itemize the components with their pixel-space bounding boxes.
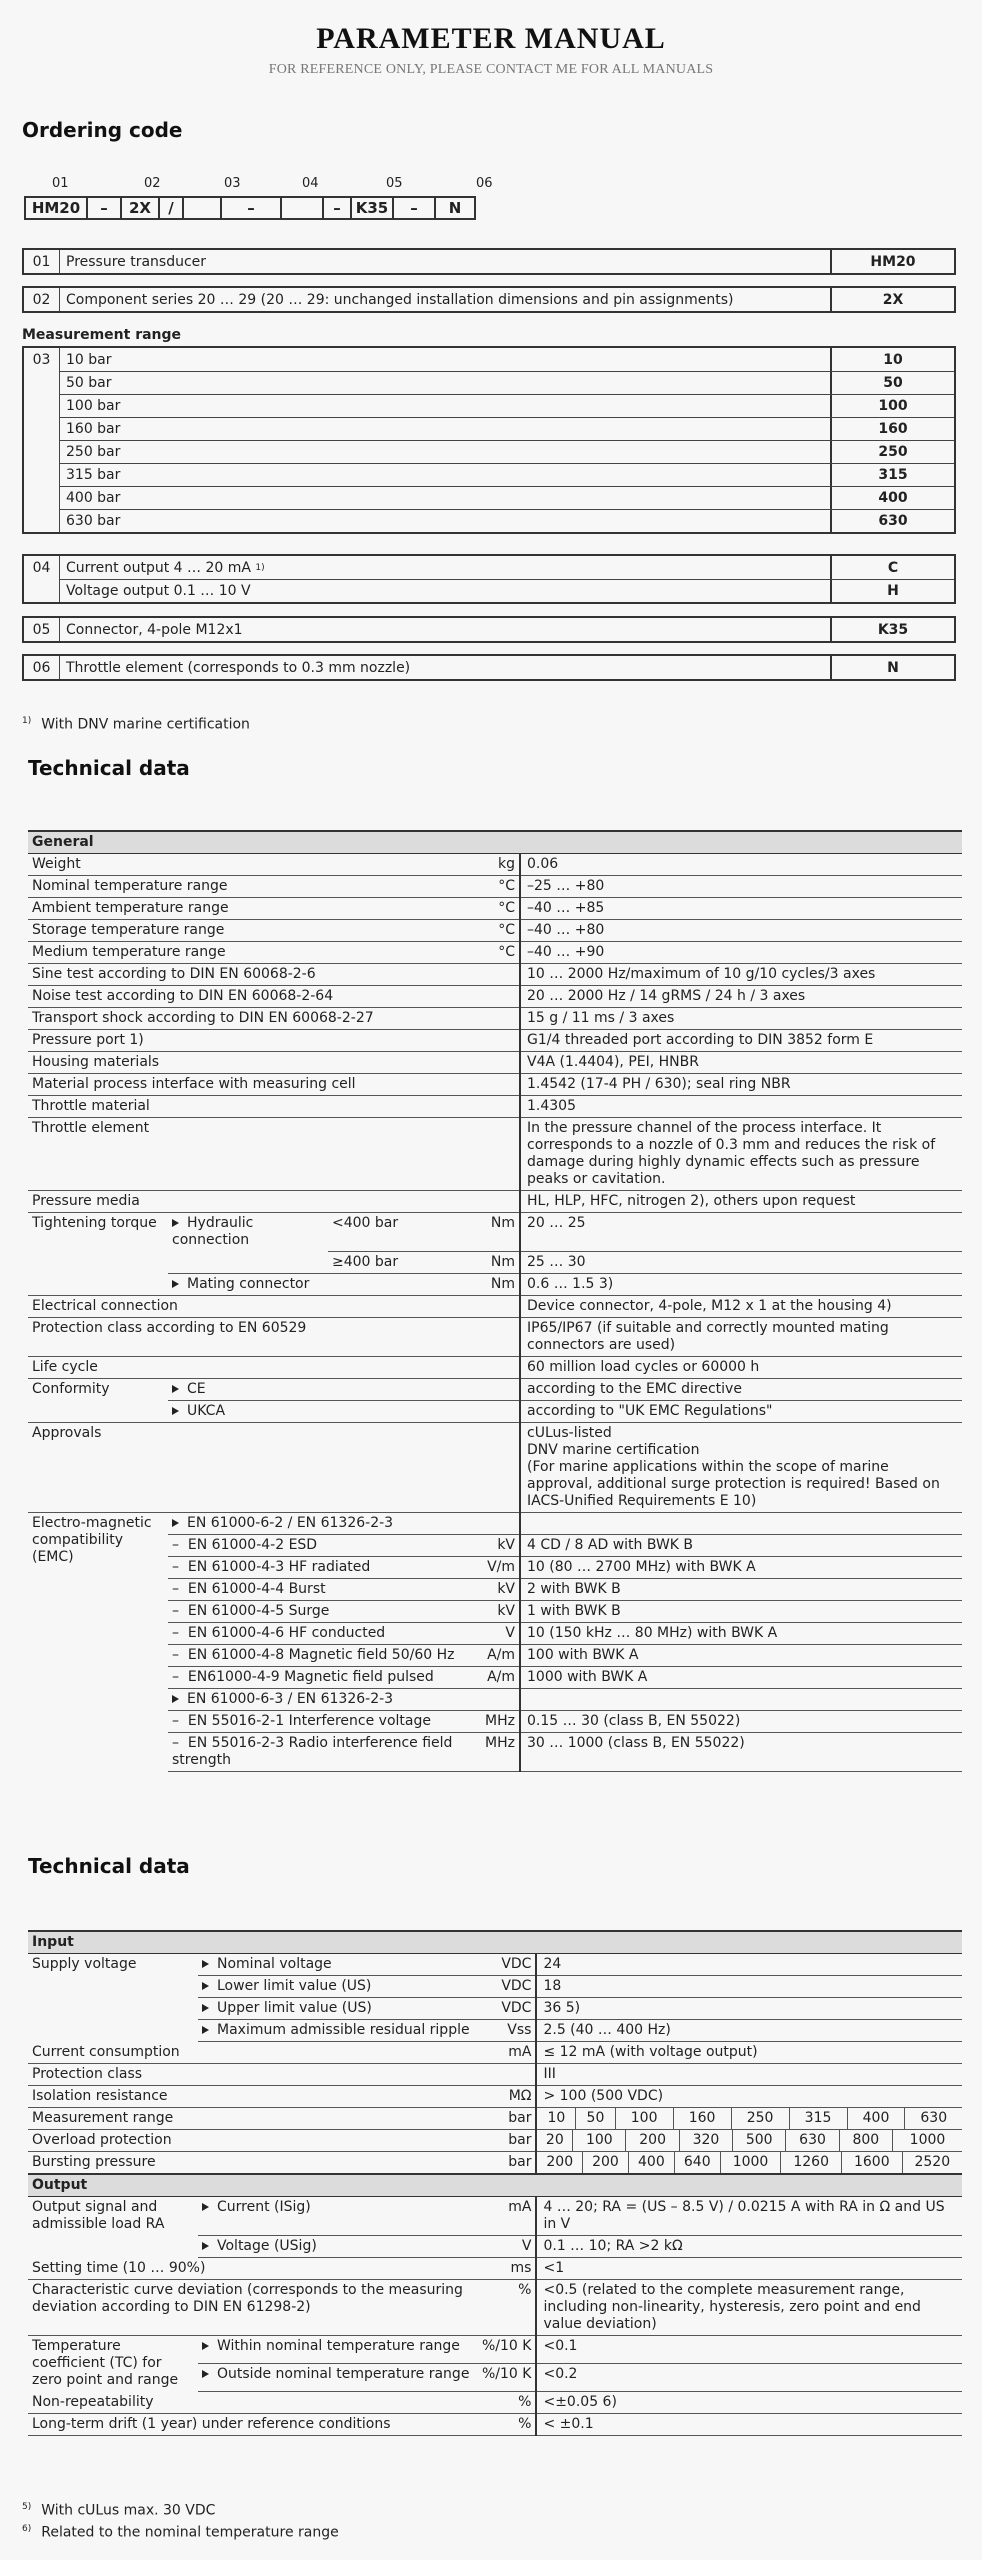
row-desc: 400 bar [66, 490, 121, 506]
row-desc: Voltage output 0.1 … 10 V [66, 583, 251, 599]
ordering-row-02 [22, 286, 956, 313]
position-number: 04 [302, 176, 319, 191]
row-number: 03 [24, 348, 60, 532]
table-row: Throttle material 1.4305 [28, 1096, 962, 1118]
table-row: Transport shock according to DIN EN 60068-2-27 15 g / 11 ms / 3 axes [28, 1008, 962, 1030]
row-desc: 10 bar [66, 351, 112, 368]
table-row: ≥400 bar Nm 25 … 30 [28, 1251, 962, 1273]
table-row: Mating connector Nm 0.6 … 1.5 3) [28, 1273, 962, 1295]
table-row: EN 61000-6-3 / EN 61326-2-3 [28, 1688, 962, 1710]
page-title: PARAMETER MANUAL [316, 22, 666, 55]
row-desc: 100 bar [66, 398, 121, 414]
table-row: Output signal and admissible load RA Current (ISig) mA 4 … 20; RA = (US – 8.5 V) / 0.0215 A with RA in Ω and US in V [28, 2197, 962, 2236]
table-row: Protection class III [28, 2064, 962, 2086]
row-code: 2X [830, 288, 954, 311]
table-row: – EN 61000-4-2 ESD kV 4 CD / 8 AD with BWK B [28, 1534, 962, 1556]
table-row: – EN 55016-2-1 Interference voltage MHz 0.15 … 30 (class B, EN 55022) [28, 1710, 962, 1732]
table-row: Sine test according to DIN EN 60068-2-6 10 … 2000 Hz/maximum of 10 g/10 cycles/3 axes [28, 964, 962, 986]
ordering-row-03 [22, 346, 956, 534]
table-row: Temperature coefficient (TC) for zero point and range Within nominal temperature range %/10 K <0.1 [28, 2336, 962, 2364]
band-output: Output [28, 2174, 962, 2197]
table-row: Isolation resistance MΩ > 100 (500 VDC) [28, 2086, 962, 2108]
row-desc: 630 bar [66, 513, 121, 529]
table-row: Weight kg 0.06 [28, 854, 962, 876]
row-code: 315 [830, 464, 954, 486]
table-row: Bursting pressure bar 200 200 400 640 1000 1260 1600 2520 [28, 2152, 962, 2175]
table-row: Housing materials V4A (1.4404), PEI, HNBR [28, 1052, 962, 1074]
row-number: 06 [24, 656, 60, 679]
ordering-row-04 [22, 554, 956, 604]
row-code: 50 [830, 372, 954, 394]
row-code: HM20 [830, 250, 954, 273]
table-row: Maximum admissible residual ripple Vss 2.5 (40 … 400 Hz) [28, 2020, 962, 2042]
row-code: C [830, 556, 954, 579]
table-row: Material process interface with measuring cell 1.4542 (17-4 PH / 630); seal ring NBR [28, 1074, 962, 1096]
code-cell [182, 196, 220, 220]
position-number: 01 [52, 176, 69, 191]
table-row: Pressure port 1) G1/4 threaded port according to DIN 3852 form E [28, 1030, 962, 1052]
measurement-range-title: Measurement range [22, 327, 182, 343]
row-desc: 250 bar [66, 444, 121, 460]
table-row: Measurement range bar 10 50 100 160 250 315 400 630 [28, 2108, 962, 2130]
table-row: Pressure media HL, HLP, HFC, nitrogen 2), others upon request [28, 1191, 962, 1213]
table-row: Protection class according to EN 60529 IP65/IP67 (if suitable and correctly mounted mating connectors are used) [28, 1317, 962, 1356]
page-header [0, 0, 982, 78]
row-code: H [830, 580, 954, 602]
table-row: Throttle element In the pressure channel of the process interface. It corresponds to a nozzle of 0.3 mm and reduces the risk of damage during highly dynamic effects such as pressure peaks or cavitation. [28, 1118, 962, 1191]
ordering-row-01 [22, 248, 956, 275]
code-cell: – [86, 196, 120, 220]
table-row: Overload protection bar 20 100 200 320 500 630 800 1000 [28, 2130, 962, 2152]
table-row: Conformity CE according to the EMC directive [28, 1378, 962, 1400]
table-row: Supply voltage Nominal voltage VDC 24 [28, 1954, 962, 1976]
table-row: Current consumption mA ≤ 12 mA (with voltage output) [28, 2042, 962, 2064]
ordering-code-positions [24, 176, 544, 194]
row-number: 04 [24, 556, 60, 602]
table-row: Characteristic curve deviation (corresponds to the measuring deviation according to DIN EN 61298-2) % <0.5 (related to the complete measurement range, including non-linearity, hysteresis, zero point and end value deviation) [28, 2280, 962, 2336]
page-subtitle: FOR REFERENCE ONLY, PLEASE CONTACT ME FOR ALL MANUALS [268, 62, 714, 77]
row-code: 250 [830, 441, 954, 463]
code-cell: – [220, 196, 280, 220]
band-general: General [28, 831, 962, 854]
code-cell: N [434, 196, 476, 220]
table-row: Approvals cULus-listed DNV marine certification (For marine applications within the scope of marine approval, additional surge protection is required! Based on IACS-Unified Requirements E 10) [28, 1422, 962, 1512]
row-code: K35 [830, 618, 954, 641]
row-desc: 160 bar [66, 421, 121, 437]
position-number: 02 [144, 176, 161, 191]
table-row: Life cycle 60 million load cycles or 60000 h [28, 1356, 962, 1378]
table-row: – EN61000-4-9 Magnetic field pulsed A/m 1000 with BWK A [28, 1666, 962, 1688]
row-desc: Component series 20 … 29 (20 … 29: unchanged installation dimensions and pin assignments) [66, 291, 734, 308]
code-cell [280, 196, 322, 220]
table-row: Outside nominal temperature range %/10 K <0.2 [28, 2363, 962, 2391]
table-row: Long-term drift (1 year) under reference conditions % < ±0.1 [28, 2413, 962, 2435]
technical-data-general-table [28, 830, 962, 1772]
position-number: 05 [386, 176, 403, 191]
row-code: 400 [830, 487, 954, 509]
ordering-row-05 [22, 616, 956, 643]
table-row: Ambient temperature range °C –40 … +85 [28, 898, 962, 920]
footnote: $^{6)}$ Related to the nominal temperature range [22, 2524, 339, 2541]
row-code: N [830, 656, 954, 679]
row-number: 01 [24, 250, 60, 273]
row-desc: Throttle element (corresponds to 0.3 mm nozzle) [66, 659, 411, 676]
row-code: 160 [830, 418, 954, 440]
table-row: Setting time (10 … 90%) ms <1 [28, 2258, 962, 2280]
code-cell: – [392, 196, 434, 220]
table-row: Tightening torque Hydraulic connection <400 bar Nm 20 … 25 [28, 1213, 962, 1252]
row-desc: 50 bar [66, 375, 112, 391]
code-cell: – [322, 196, 350, 220]
table-row: Non-repeatability % <±0.05 6) [28, 2391, 962, 2413]
position-number: 03 [224, 176, 241, 191]
table-row: Nominal temperature range °C –25 … +80 [28, 876, 962, 898]
technical-data-title: Technical data [28, 756, 190, 780]
technical-data-io-table [28, 1930, 962, 2436]
code-cell: 2X [120, 196, 158, 220]
footnote: $^{1)}$ With DNV marine certification [22, 716, 250, 733]
ordering-code-grid [24, 196, 476, 220]
code-cell: K35 [350, 196, 392, 220]
table-row: Upper limit value (US) VDC 36 5) [28, 1998, 962, 2020]
table-row: Medium temperature range °C –40 … +90 [28, 942, 962, 964]
row-number: 02 [24, 288, 60, 311]
table-row: – EN 61000-4-4 Burst kV 2 with BWK B [28, 1578, 962, 1600]
band-input: Input [28, 1931, 962, 1954]
row-desc: Pressure transducer [66, 253, 207, 270]
code-cell: / [158, 196, 182, 220]
table-row: Storage temperature range °C –40 … +80 [28, 920, 962, 942]
table-row: – EN 61000-4-3 HF radiated V/m 10 (80 … 2700 MHz) with BWK A [28, 1556, 962, 1578]
row-code: 630 [830, 510, 954, 532]
table-row: – EN 61000-4-8 Magnetic field 50/60 Hz A/m 100 with BWK A [28, 1644, 962, 1666]
row-desc: 315 bar [66, 467, 121, 483]
table-row: Lower limit value (US) VDC 18 [28, 1976, 962, 1998]
table-row: – EN 61000-4-5 Surge kV 1 with BWK B [28, 1600, 962, 1622]
ordering-code-title: Ordering code [22, 118, 183, 142]
row-number: 05 [24, 618, 60, 641]
row-desc: Connector, 4-pole M12x1 [66, 621, 243, 638]
ordering-row-06 [22, 654, 956, 681]
table-row: Electro-magnetic compatibility (EMC) EN 61000-6-2 / EN 61326-2-3 [28, 1512, 962, 1534]
table-row: UKCA according to "UK EMC Regulations" [28, 1400, 962, 1422]
row-code: 100 [830, 395, 954, 417]
table-row: Voltage (USig) V 0.1 … 10; RA >2 kΩ [28, 2236, 962, 2258]
table-row: Noise test according to DIN EN 60068-2-64 20 … 2000 Hz / 14 gRMS / 24 h / 3 axes [28, 986, 962, 1008]
table-row: Electrical connection Device connector, 4-pole, M12 x 1 at the housing 4) [28, 1295, 962, 1317]
table-row: – EN 55016-2-3 Radio interference field strength MHz 30 … 1000 (class B, EN 55022) [28, 1732, 962, 1771]
table-row: – EN 61000-4-6 HF conducted V 10 (150 kHz … 80 MHz) with BWK A [28, 1622, 962, 1644]
row-code: 10 [830, 348, 954, 371]
footnote: $^{5)}$ With cULus max. 30 VDC [22, 2502, 216, 2519]
position-number: 06 [476, 176, 493, 191]
row-desc: Current output 4 … 20 mA 1) [66, 559, 265, 576]
technical-data-title-2: Technical data [28, 1854, 190, 1878]
code-cell: HM20 [24, 196, 86, 220]
